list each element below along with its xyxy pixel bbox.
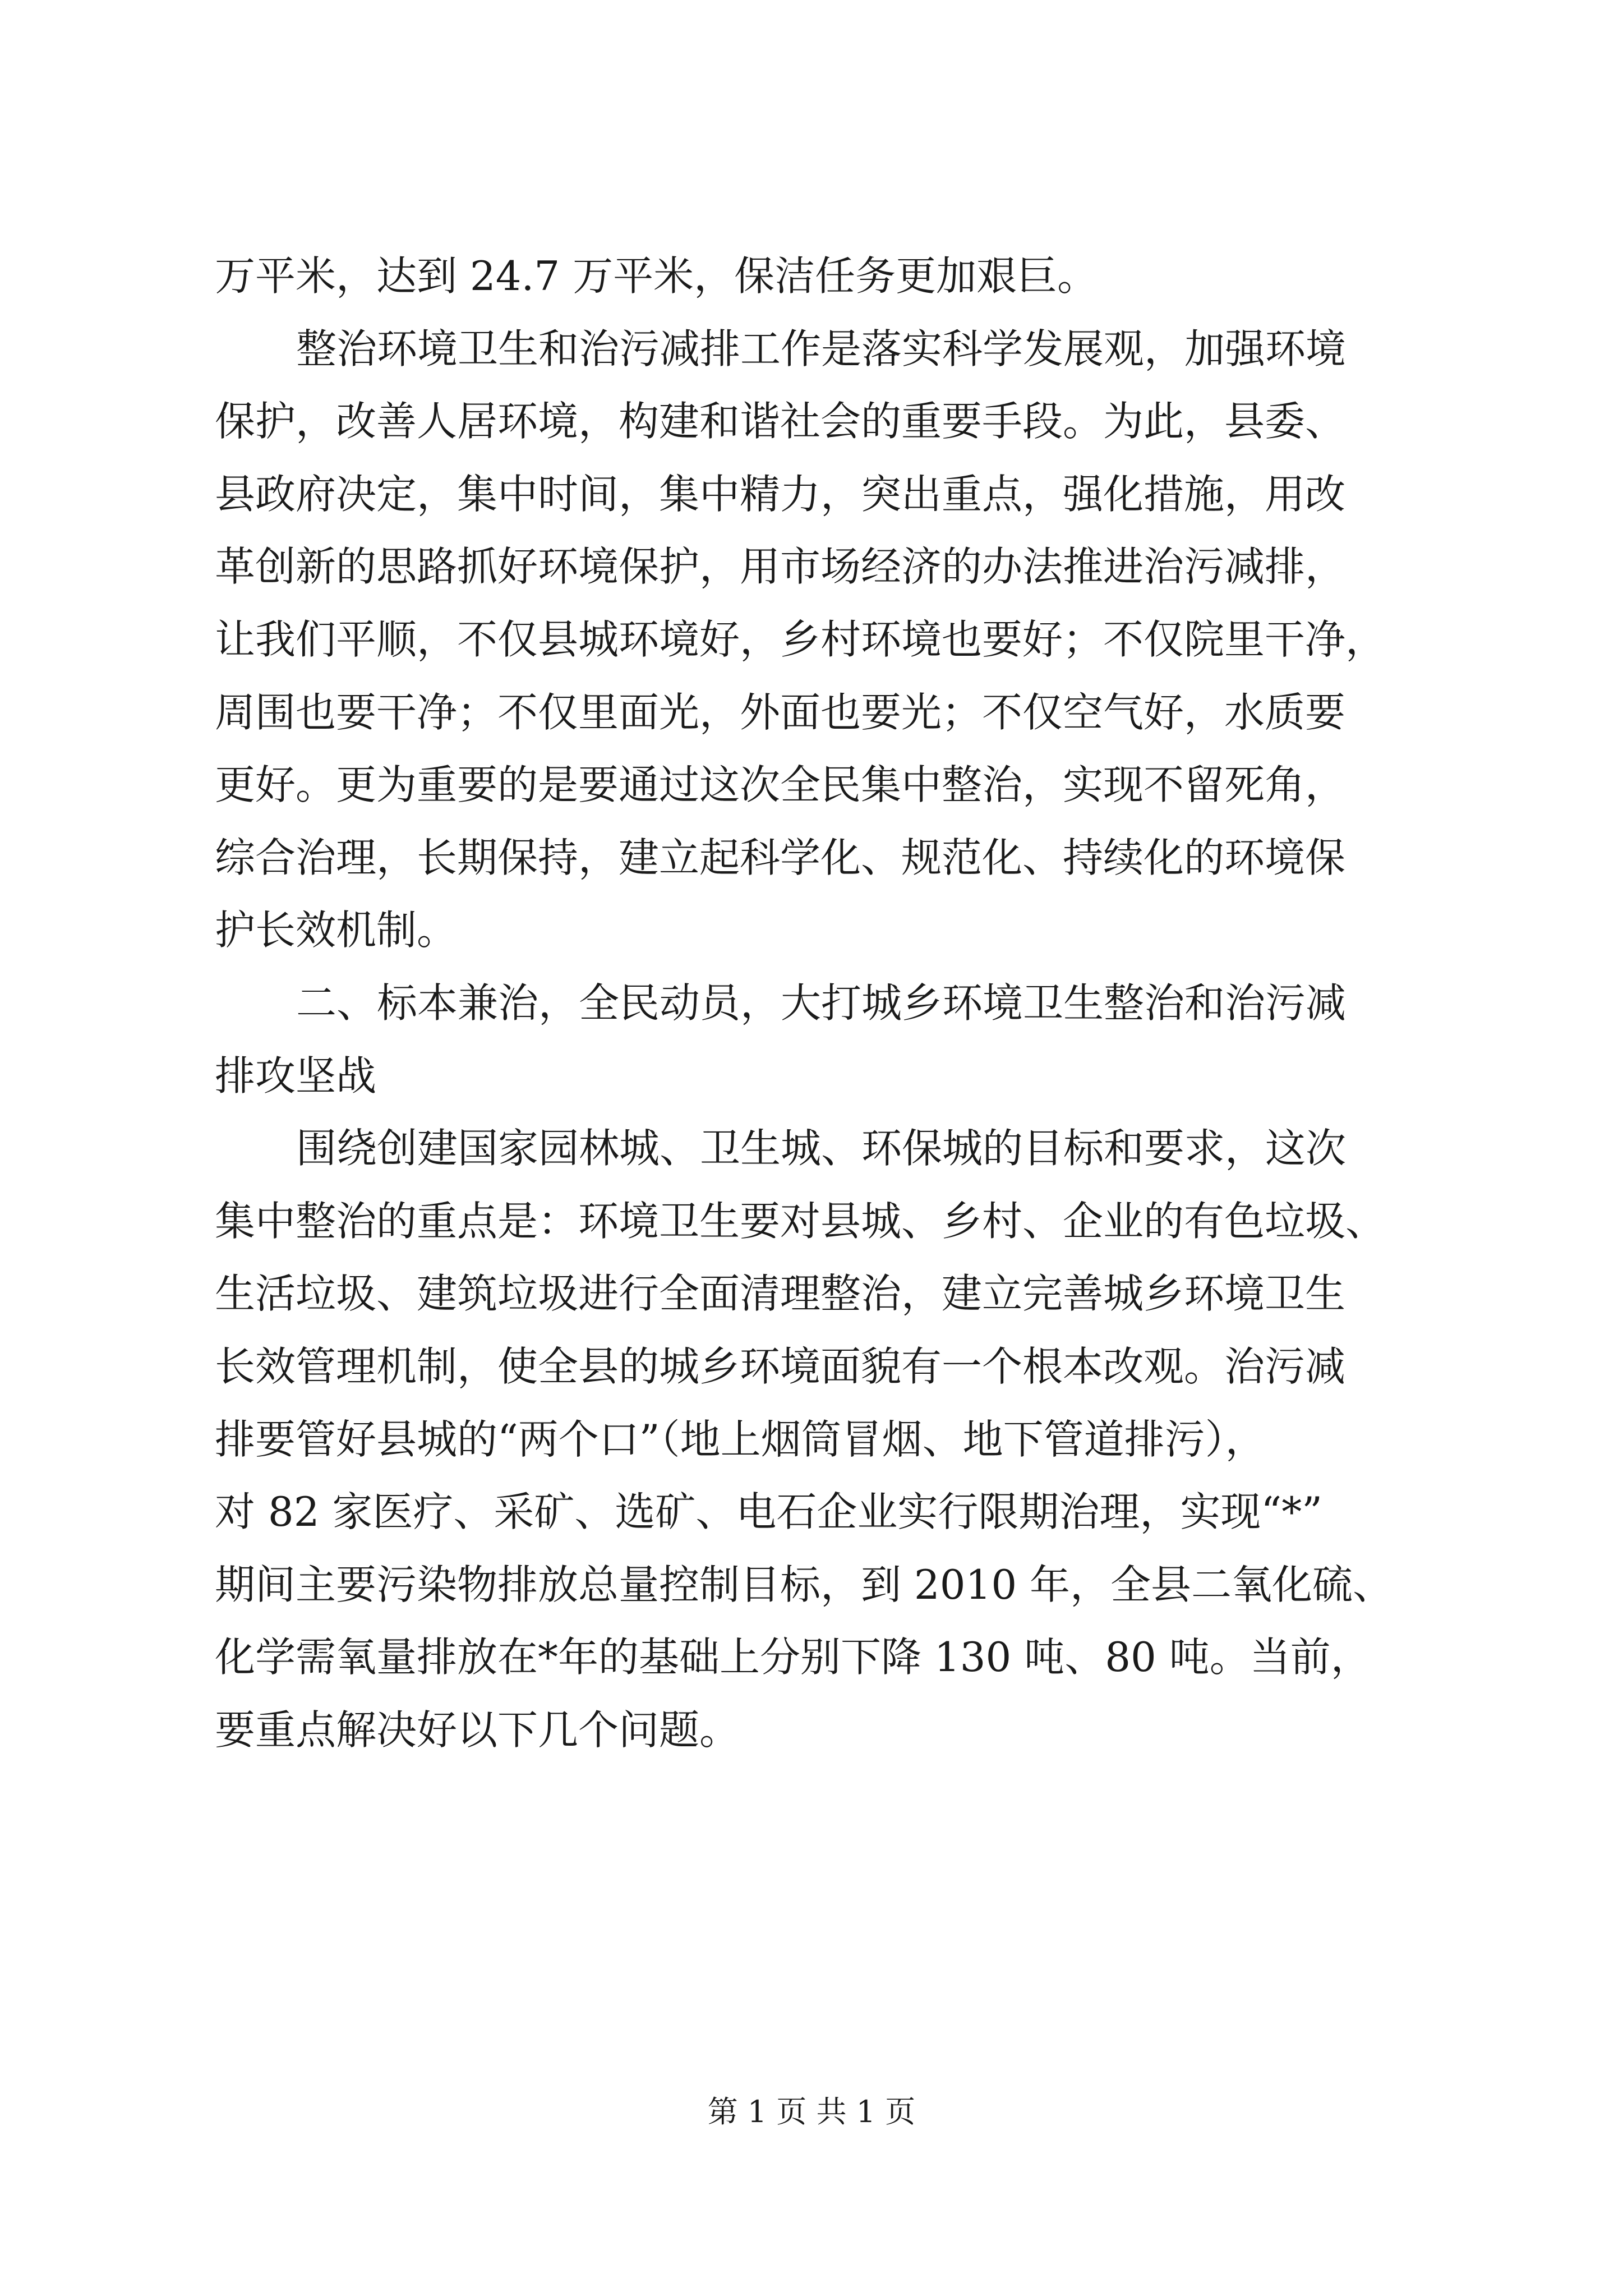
page-number-footer: 第 1 页 共 1 页	[707, 2094, 916, 2129]
paragraph-first-line: 整治环境卫生和治污减排工作是落实科学发展观，加强环境	[296, 325, 1347, 372]
section-heading: 二、标本兼治，全民动员，大打城乡环境卫生整治和治污减	[296, 979, 1347, 1027]
text-line: 集中整治的重点是：环境卫生要对县城、乡村、企业的有色垃圾、	[215, 1197, 1386, 1245]
text-line: 革创新的思路抓好环境保护，用市场经济的办法推进治污减排，	[215, 543, 1346, 591]
text-line: 期间主要污染物排放总量控制目标，到 2010 年，全县二氧化硫、	[215, 1561, 1394, 1608]
text-line: 要重点解决好以下几个问题。	[215, 1706, 740, 1754]
text-line: 更好。更为重要的是要通过这次全民集中整治，实现不留死角，	[215, 761, 1346, 809]
paragraph-first-line: 围绕创建国家园林城、卫生城、环保城的目标和要求，这次	[296, 1125, 1347, 1172]
text-line: 化学需氧量排放在*年的基础上分别下降 130 吨、80 吨。当前，	[215, 1634, 1371, 1681]
text-line: 保护，改善人居环境，构建和谐社会的重要手段。为此，县委、	[215, 398, 1346, 445]
text-line: 长效管理机制，使全县的城乡环境面貌有一个根本改观。治污减	[215, 1342, 1346, 1390]
text-line: 排要管好县城的“两个口”（地上烟筒冒烟、地下管道排污），	[215, 1415, 1266, 1463]
text-line: 生活垃圾、建筑垃圾进行全面清理整治，建立完善城乡环境卫生	[215, 1270, 1346, 1318]
text-line: 综合治理，长期保持，建立起科学化、规范化、持续化的环境保	[215, 834, 1346, 881]
text-line: 万平米，达到 24.7 万平米，保洁任务更加艰巨。	[215, 252, 1098, 300]
text-line: 周围也要干净；不仅里面光，外面也要光；不仅空气好，水质要	[215, 688, 1346, 736]
text-line: 对 82 家医疗、采矿、选矿、电石企业实行限期治理，实现“*”	[215, 1488, 1323, 1536]
text-line: 让我们平顺，不仅县城环境好，乡村环境也要好；不仅院里干净，	[215, 615, 1386, 663]
text-line: 县政府决定，集中时间，集中精力，突出重点，强化措施，用改	[215, 470, 1346, 518]
section-heading-continuation: 排攻坚战	[215, 1052, 377, 1099]
text-line: 护长效机制。	[215, 907, 458, 954]
document-body	[215, 240, 1421, 1766]
